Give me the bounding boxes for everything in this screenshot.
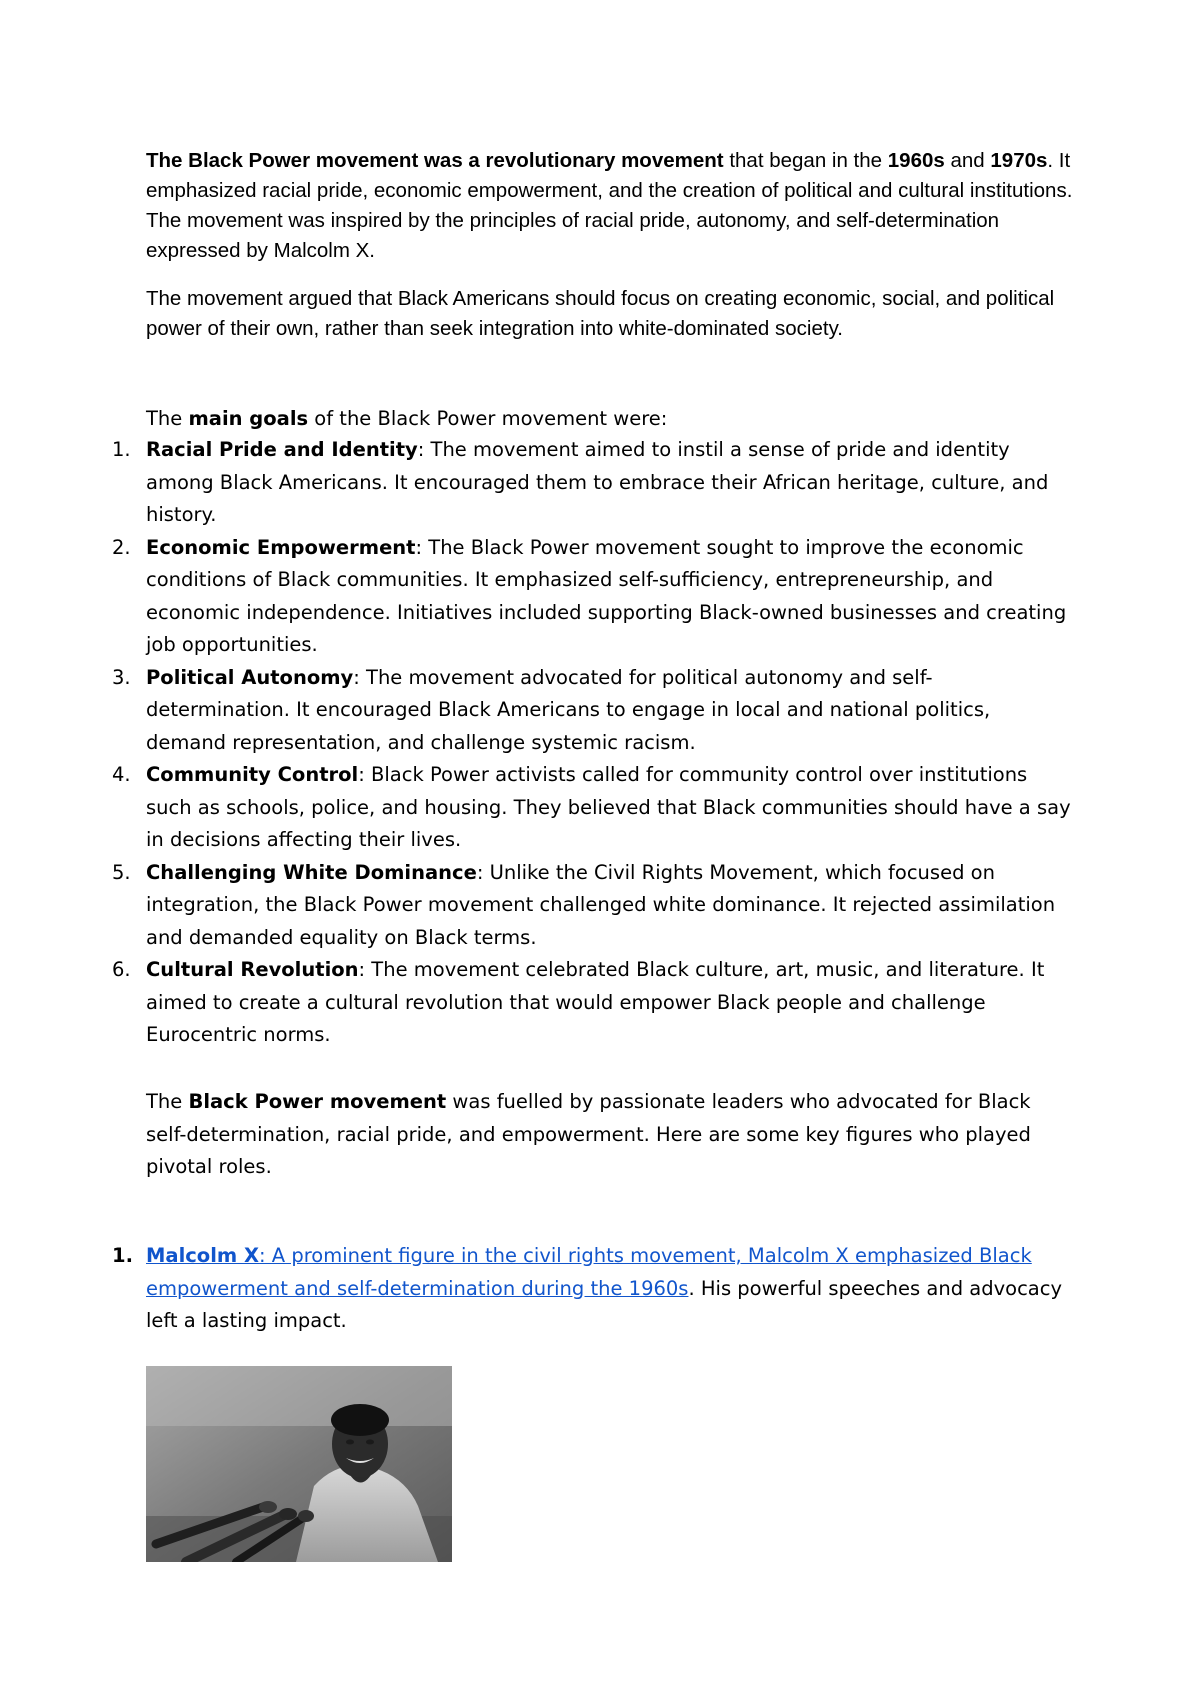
intro-paragraph-1 <box>146 146 1076 266</box>
intro-text-2: and <box>944 149 991 172</box>
goal-text: : The movement aimed to instil a sense of pride and identity among Black Americans. It encouraged them to embrace their African heritage, culture, and history. <box>146 438 1049 526</box>
goal-title: Community Control <box>146 763 359 786</box>
goals-lead-bold: main goals <box>188 407 309 430</box>
goal-number: 4. <box>112 763 131 786</box>
portrait-photo-image <box>146 1366 452 1562</box>
figure-link-text: : A prominent figure in the civil rights movement, Malcolm X emphasized Black empowerment and self-determination during the 1960s <box>146 1244 1032 1300</box>
leaders-paragraph <box>146 1086 1076 1184</box>
intro-bold-3: 1970s <box>990 149 1048 172</box>
goals-lead-text-2: of the Black Power movement were: <box>308 407 668 430</box>
goal-text: : The movement advocated for political autonomy and self-determination. It encouraged Black Americans to engage in local and national politics, demand representation, and challenge systemic racism. <box>146 665 991 754</box>
figure-text: . His powerful speeches and advocacy left a lasting impact. <box>146 1276 1062 1332</box>
goal-item <box>112 434 1076 532</box>
goal-title: Cultural Revolution <box>146 958 359 981</box>
figure-link-bold: Malcolm X <box>146 1244 260 1267</box>
goal-text: : The movement celebrated Black culture, art, music, and literature. It aimed to create a cultural revolution that would empower Black people and challenge Eurocentric norms. <box>146 958 1045 1046</box>
intro-paragraph-2: The movement argued that Black Americans should focus on creating economic, social, and political power of their own, rather than seek integration into white-dominated society. <box>146 287 1055 340</box>
goal-item <box>112 532 1076 662</box>
goal-text: : Black Power activists called for community control over institutions such as schools, police, and housing. They believed that Black communities should have a say in decisions affecting their lives. <box>146 763 1071 851</box>
goal-item <box>112 662 1076 760</box>
goal-item <box>112 857 1076 955</box>
goal-item <box>112 759 1076 857</box>
goal-item <box>112 954 1076 1052</box>
goal-number: 3. <box>112 665 131 689</box>
intro-bold-1: The Black Power movement was a revolutionary movement <box>146 149 724 172</box>
goals-lead <box>146 403 1076 436</box>
leaders-text-1: The <box>146 1090 189 1113</box>
goals-lead-text-1: The <box>146 407 189 430</box>
goal-title: Racial Pride and Identity <box>146 438 418 461</box>
goal-title: Economic Empowerment <box>146 535 416 559</box>
portrait-photo <box>146 1366 452 1562</box>
figures-list <box>112 1240 1076 1338</box>
goal-number: 1. <box>112 438 131 461</box>
goal-number: 5. <box>112 860 131 884</box>
goal-title: Challenging White Dominance <box>146 860 477 884</box>
intro-text-3: . It emphasized racial pride, economic empowerment, and the creation of political and cultural institutions. The movement was inspired by the principles of racial pride, autonomy, and self-determination expressed by Malcolm X. <box>146 149 1073 262</box>
goals-list <box>112 434 1076 1052</box>
intro-text-1: that began in the <box>723 149 888 172</box>
leaders-bold: Black Power movement <box>188 1090 447 1113</box>
goal-number: 2. <box>112 535 131 559</box>
figure-item <box>112 1240 1076 1338</box>
leaders-text-2: was fuelled by passionate leaders who advocated for Black self-determination, racial pride, and empowerment. Here are some key figures who played pivotal roles. <box>146 1090 1031 1178</box>
intro-bold-2: 1960s <box>887 149 945 172</box>
goal-number: 6. <box>112 958 131 981</box>
goal-text: : Unlike the Civil Rights Movement, which focused on integration, the Black Power movement challenged white dominance. It rejected assimilation and demanded equality on Black terms. <box>146 860 1056 949</box>
figure-number: 1. <box>112 1244 133 1267</box>
goal-title: Political Autonomy <box>146 665 354 689</box>
goal-text: : The Black Power movement sought to improve the economic conditions of Black communities. It emphasized self-sufficiency, entrepreneurship, and economic independence. Initiatives included supporting Black-owned businesses and creating job opportunities. <box>146 535 1067 656</box>
